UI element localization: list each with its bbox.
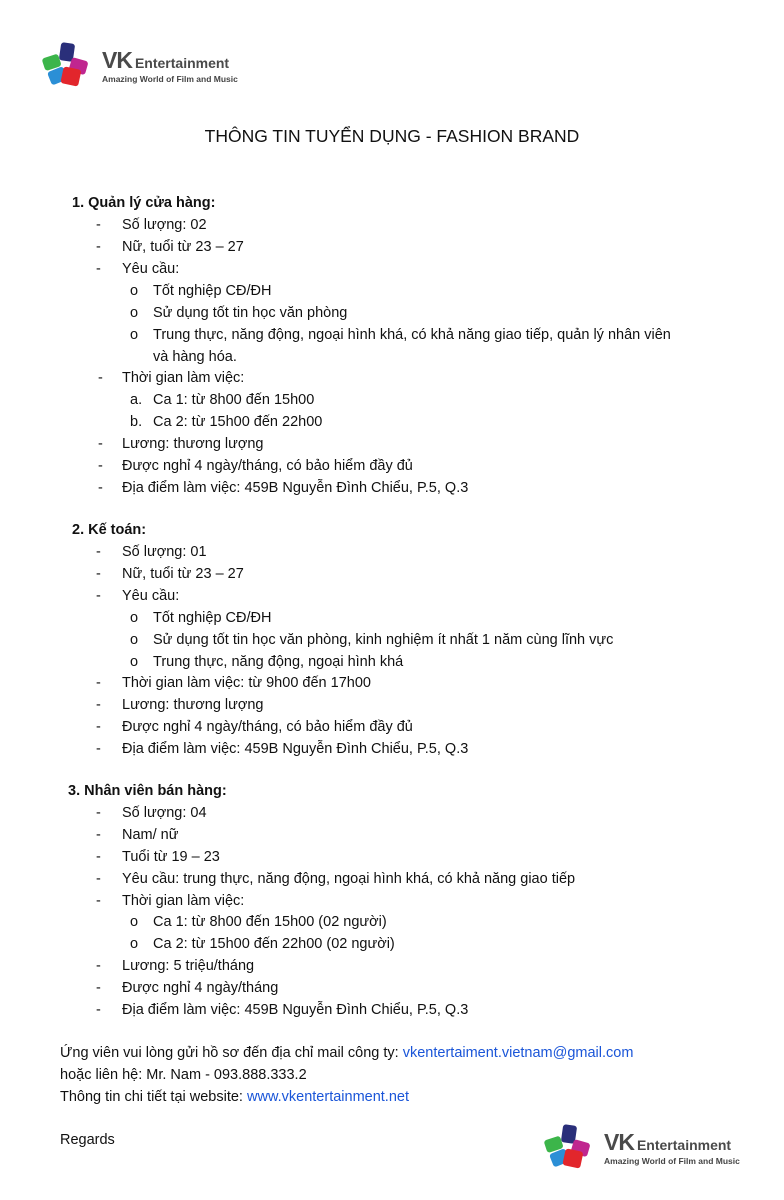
- apply-instruction: [60, 1045, 633, 1061]
- email-link[interactable]: vkentertaiment.vietnam@gmail.com: [402, 1045, 634, 1061]
- list-item: Yêu cầu: trung thực, năng động, ngoại hình khá, có khả năng giao tiếp: [122, 871, 576, 887]
- list-item: Ca 1: từ 8h00 đến 15h00 (02 người): [153, 914, 387, 930]
- list-marker: o: [130, 305, 139, 321]
- list-item: Trung thực, năng động, ngoại hình khá: [153, 654, 404, 670]
- list-item: Thời gian làm việc: từ 9h00 đến 17h00: [122, 675, 371, 691]
- list-marker: b.: [130, 414, 143, 430]
- list-marker: -: [96, 697, 101, 713]
- list-item: Trung thực, năng động, ngoại hình khá, có khả năng giao tiếp, quản lý nhân viên: [153, 327, 671, 343]
- list-marker: -: [96, 1002, 101, 1018]
- logo-brand-vk: VK: [102, 46, 132, 73]
- list-marker: -: [96, 217, 101, 233]
- list-marker: -: [98, 436, 103, 452]
- list-marker: -: [96, 827, 101, 843]
- list-marker: -: [96, 871, 101, 887]
- list-item: Yêu cầu:: [122, 261, 180, 277]
- list-item: Ca 1: từ 8h00 đến 15h00: [153, 392, 315, 408]
- website-text: Thông tin chi tiết tại website:: [60, 1089, 247, 1105]
- list-marker: -: [98, 458, 103, 474]
- list-marker: -: [96, 544, 101, 560]
- apply-text: Ứng viên vui lòng gửi hồ sơ đến địa chỉ mail công ty:: [60, 1045, 403, 1061]
- list-marker: o: [130, 632, 139, 648]
- list-item: Yêu cầu:: [122, 588, 180, 604]
- list-marker: a.: [130, 392, 143, 408]
- list-marker: o: [130, 914, 139, 930]
- list-item: Địa điểm làm việc: 459B Nguyễn Đình Chiểu, P.5, Q.3: [122, 741, 469, 757]
- list-marker: -: [96, 566, 101, 582]
- list-marker: -: [96, 805, 101, 821]
- list-marker: -: [96, 675, 101, 691]
- list-item: Lương: thương lượng: [122, 697, 264, 713]
- list-item: Sử dụng tốt tin học văn phòng: [153, 305, 348, 321]
- website-line: [60, 1089, 409, 1105]
- list-item: Thời gian làm việc:: [122, 893, 245, 909]
- company-logo-top: [40, 42, 238, 90]
- list-marker: -: [96, 741, 101, 757]
- list-item: Được nghỉ 4 ngày/tháng, có bảo hiểm đầy đủ: [122, 719, 413, 735]
- list-item: Nữ, tuổi từ 23 – 27: [122, 566, 244, 582]
- logo-brand-entertainment: Entertainment: [134, 54, 230, 71]
- list-item: Số lượng: 04: [122, 805, 207, 821]
- list-item: Thời gian làm việc:: [122, 370, 245, 386]
- section-heading: 3. Nhân viên bán hàng:: [68, 783, 227, 799]
- logo-brand-entertainment: Entertainment: [636, 1136, 732, 1153]
- list-item: Số lượng: 01: [122, 544, 207, 560]
- list-item: Lương: thương lượng: [122, 436, 264, 452]
- logo-tagline: Amazing World of Film and Music: [102, 73, 238, 84]
- list-item: Ca 2: từ 15h00 đến 22h00: [153, 414, 323, 430]
- list-marker: o: [130, 610, 139, 626]
- list-item: Tốt nghiệp CĐ/ĐH: [153, 610, 272, 626]
- list-item: Nữ, tuổi từ 23 – 27: [122, 239, 244, 255]
- list-item: Nam/ nữ: [122, 827, 179, 843]
- list-marker: -: [96, 588, 101, 604]
- list-marker: -: [96, 893, 101, 909]
- logo-brand-vk: VK: [604, 1128, 634, 1155]
- contact-line: hoặc liên hệ: Mr. Nam - 093.888.333.2: [60, 1067, 307, 1083]
- logo-tagline: Amazing World of Film and Music: [604, 1155, 740, 1166]
- section-heading: 2. Kế toán:: [72, 522, 147, 538]
- vk-logo-icon: [542, 1124, 598, 1172]
- list-item: Sử dụng tốt tin học văn phòng, kinh nghiệm ít nhất 1 năm cùng lĩnh vực: [153, 632, 614, 648]
- list-item: Lương: 5 triệu/tháng: [122, 958, 255, 974]
- section-heading: 1. Quản lý cửa hàng:: [72, 195, 216, 211]
- list-marker: -: [98, 370, 103, 386]
- website-link[interactable]: www.vkentertainment.net: [247, 1089, 409, 1105]
- list-marker: -: [98, 480, 103, 496]
- list-item: Địa điểm làm việc: 459B Nguyễn Đình Chiểu, P.5, Q.3: [122, 1002, 469, 1018]
- list-marker: o: [130, 936, 139, 952]
- list-marker: o: [130, 654, 139, 670]
- list-marker: -: [96, 958, 101, 974]
- list-marker: -: [96, 239, 101, 255]
- list-marker: o: [130, 283, 139, 299]
- regards-text: Regards: [60, 1132, 115, 1148]
- list-marker: -: [96, 980, 101, 996]
- list-marker: -: [96, 849, 101, 865]
- list-marker: -: [96, 719, 101, 735]
- list-item: Tuổi từ 19 – 23: [122, 849, 220, 865]
- company-logo-bottom: [542, 1124, 740, 1172]
- page-title: THÔNG TIN TUYỂN DỤNG - FASHION BRAND: [204, 126, 580, 146]
- list-marker: -: [96, 261, 101, 277]
- vk-logo-icon: [40, 42, 96, 90]
- list-item: Ca 2: từ 15h00 đến 22h00 (02 người): [153, 936, 395, 952]
- list-item-continuation: và hàng hóa.: [153, 349, 237, 365]
- list-marker: o: [130, 327, 139, 343]
- list-item: Được nghỉ 4 ngày/tháng: [122, 980, 279, 996]
- list-item: Địa điểm làm việc: 459B Nguyễn Đình Chiểu, P.5, Q.3: [122, 480, 469, 496]
- list-item: Số lượng: 02: [122, 217, 207, 233]
- list-item: Được nghỉ 4 ngày/tháng, có bảo hiểm đầy đủ: [122, 458, 413, 474]
- list-item: Tốt nghiệp CĐ/ĐH: [153, 283, 272, 299]
